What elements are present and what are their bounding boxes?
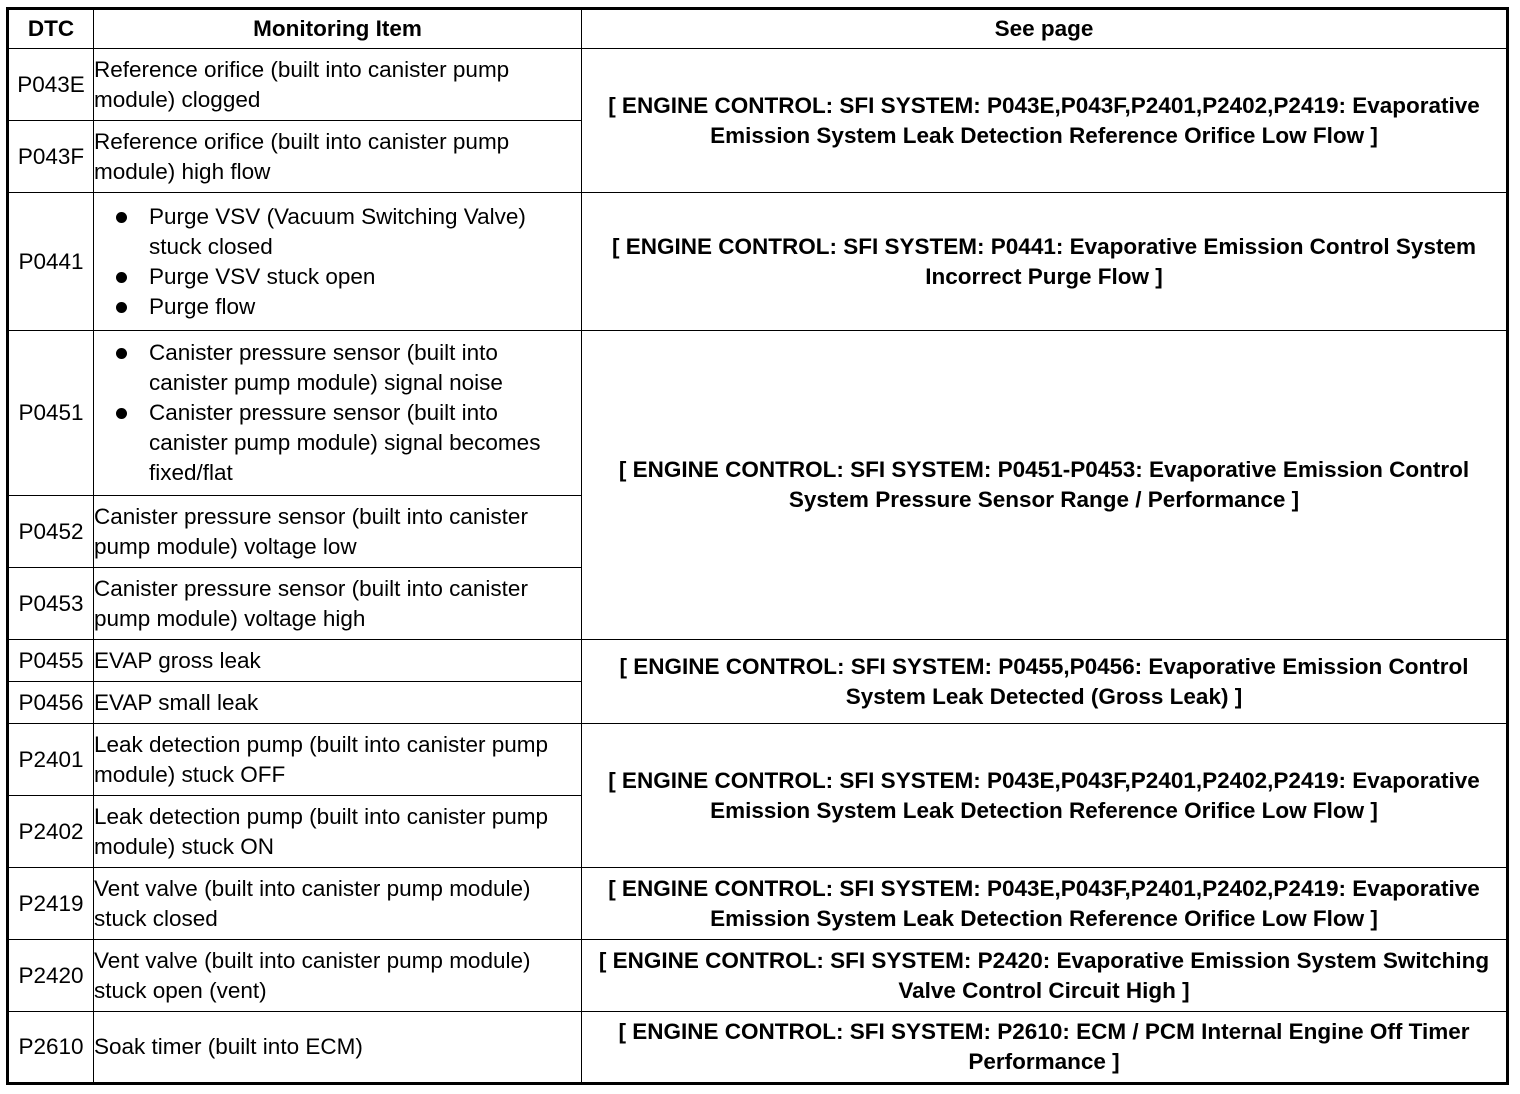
see-page-link[interactable]: [ ENGINE CONTROL: SFI SYSTEM: P043E,P043F,P2401,P2402,P2419: Evaporative Emission System Leak Detection Reference Orifice Low Flow ] [582, 868, 1508, 940]
monitoring-item [94, 193, 582, 331]
see-page-link[interactable]: [ ENGINE CONTROL: SFI SYSTEM: P0451-P0453: Evaporative Emission Control System Pressure Sensor Range / Performance ] [582, 331, 1508, 640]
header-row [8, 9, 1508, 49]
table-row [8, 49, 1508, 121]
bullet-item: Purge VSV stuck open [114, 262, 581, 292]
header-monitoring-item: Monitoring Item [94, 9, 582, 49]
monitoring-item: Canister pressure sensor (built into canister pump module) voltage low [94, 496, 582, 568]
dtc-code: P2402 [8, 796, 94, 868]
table-row [8, 1012, 1508, 1084]
monitoring-item [94, 331, 582, 496]
table-row [8, 724, 1508, 796]
dtc-code: P2401 [8, 724, 94, 796]
table-row [8, 331, 1508, 496]
monitoring-item: Vent valve (built into canister pump module) stuck closed [94, 868, 582, 940]
dtc-code: P2610 [8, 1012, 94, 1084]
dtc-code: P0452 [8, 496, 94, 568]
see-page-link[interactable]: [ ENGINE CONTROL: SFI SYSTEM: P043E,P043F,P2401,P2402,P2419: Evaporative Emission System Leak Detection Reference Orifice Low Flow ] [582, 724, 1508, 868]
monitoring-item: Reference orifice (built into canister pump module) clogged [94, 49, 582, 121]
dtc-code: P0455 [8, 640, 94, 682]
monitoring-item: Reference orifice (built into canister pump module) high flow [94, 121, 582, 193]
header-see-page: See page [582, 9, 1508, 49]
dtc-code: P043F [8, 121, 94, 193]
monitoring-item: Canister pressure sensor (built into canister pump module) voltage high [94, 568, 582, 640]
dtc-table [6, 7, 1509, 1085]
dtc-code: P043E [8, 49, 94, 121]
monitoring-item: Vent valve (built into canister pump module) stuck open (vent) [94, 940, 582, 1012]
dtc-code: P0453 [8, 568, 94, 640]
dtc-code: P0456 [8, 682, 94, 724]
see-page-link[interactable]: [ ENGINE CONTROL: SFI SYSTEM: P043E,P043F,P2401,P2402,P2419: Evaporative Emission System Leak Detection Reference Orifice Low Flow ] [582, 49, 1508, 193]
table-row [8, 940, 1508, 1012]
monitoring-item: Soak timer (built into ECM) [94, 1012, 582, 1084]
table-row [8, 640, 1508, 682]
see-page-link[interactable]: [ ENGINE CONTROL: SFI SYSTEM: P2610: ECM / PCM Internal Engine Off Timer Performance ] [582, 1012, 1508, 1084]
monitoring-item: EVAP gross leak [94, 640, 582, 682]
bullet-item: Purge VSV (Vacuum Switching Valve) stuck closed [114, 202, 581, 262]
dtc-code: P2420 [8, 940, 94, 1012]
bullet-item: Canister pressure sensor (built into canister pump module) signal noise [114, 338, 581, 398]
see-page-link[interactable]: [ ENGINE CONTROL: SFI SYSTEM: P0455,P0456: Evaporative Emission Control System Leak Detected (Gross Leak) ] [582, 640, 1508, 724]
dtc-code: P0451 [8, 331, 94, 496]
bullet-list [94, 202, 581, 322]
see-page-link[interactable]: [ ENGINE CONTROL: SFI SYSTEM: P0441: Evaporative Emission Control System Incorrect Purge Flow ] [582, 193, 1508, 331]
dtc-code: P2419 [8, 868, 94, 940]
see-page-link[interactable]: [ ENGINE CONTROL: SFI SYSTEM: P2420: Evaporative Emission System Switching Valve Control Circuit High ] [582, 940, 1508, 1012]
header-dtc: DTC [8, 9, 94, 49]
bullet-item: Purge flow [114, 292, 581, 322]
bullet-list [94, 338, 581, 488]
bullet-item: Canister pressure sensor (built into canister pump module) signal becomes fixed/flat [114, 398, 581, 488]
monitoring-item: Leak detection pump (built into canister pump module) stuck OFF [94, 724, 582, 796]
monitoring-item: Leak detection pump (built into canister pump module) stuck ON [94, 796, 582, 868]
table-row [8, 193, 1508, 331]
table-row [8, 868, 1508, 940]
dtc-code: P0441 [8, 193, 94, 331]
monitoring-item: EVAP small leak [94, 682, 582, 724]
